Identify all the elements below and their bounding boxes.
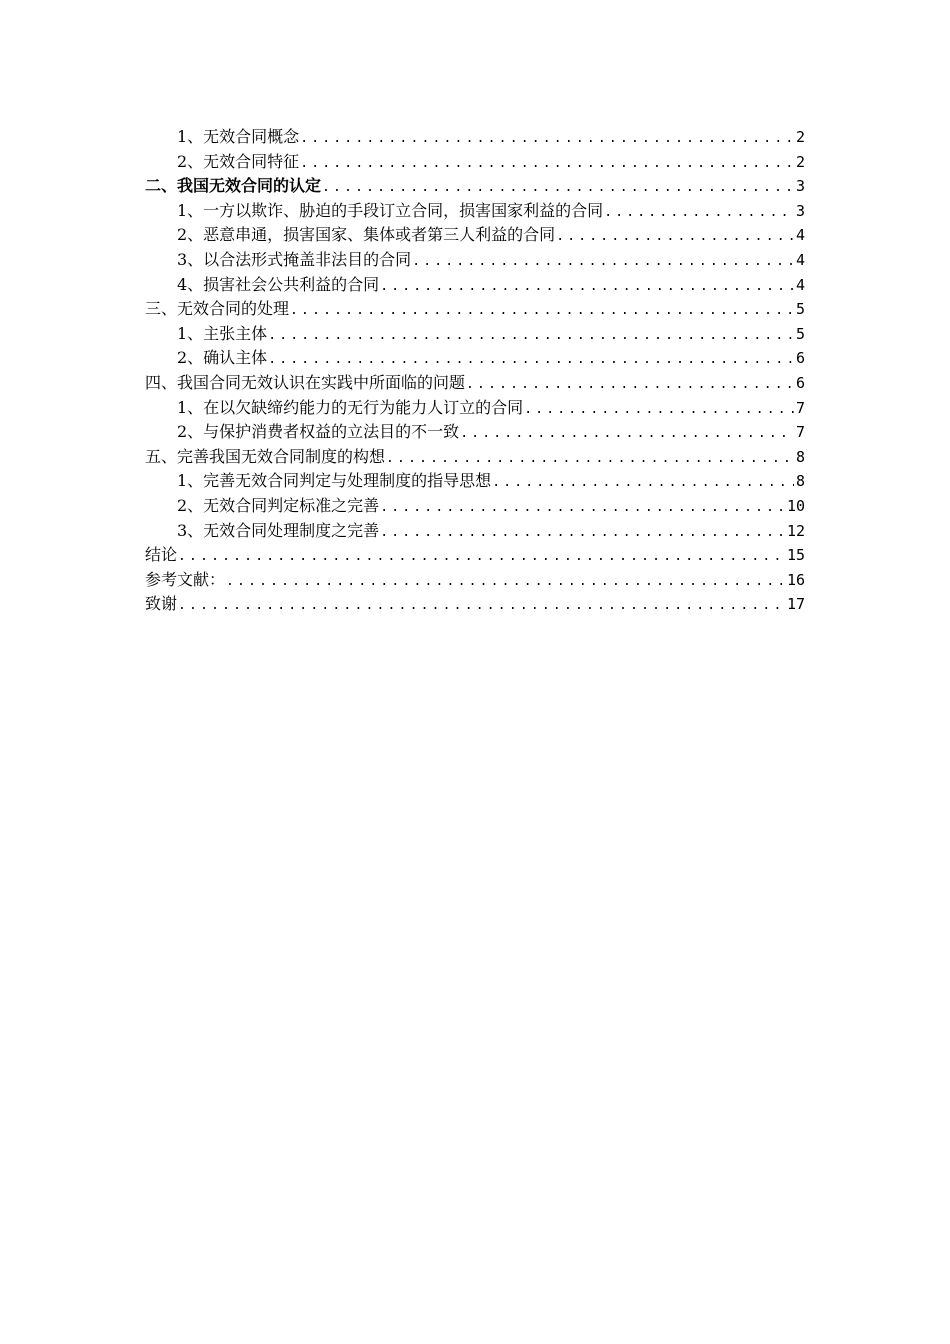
- toc-dot-leader: [556, 225, 794, 248]
- toc-entry-title: 1、一方以欺诈、胁迫的手段订立合同，损害国家利益的合同: [177, 200, 604, 220]
- toc-entry-page: 3: [795, 201, 805, 220]
- toc-entry[interactable]: [145, 322, 805, 347]
- toc-dot-leader: [492, 471, 794, 494]
- toc-entry-title: 3、无效合同处理制度之完善: [177, 520, 380, 540]
- toc-entry-page: 10: [786, 496, 805, 515]
- toc-dot-leader: [268, 324, 794, 347]
- toc-entry-page: 7: [795, 398, 805, 417]
- toc-entry[interactable]: [145, 568, 805, 593]
- toc-entry[interactable]: [145, 199, 805, 224]
- toc-entry-title: 2、无效合同特征: [177, 151, 300, 171]
- toc-dot-leader: [290, 299, 794, 322]
- toc-entry[interactable]: [145, 273, 805, 298]
- toc-entry[interactable]: [145, 371, 805, 396]
- toc-entry-title: 2、恶意串通，损害国家、集体或者第三人利益的合同: [177, 225, 556, 245]
- toc-dot-leader: [300, 152, 794, 175]
- toc-entry-title: 1、无效合同概念: [177, 127, 300, 146]
- toc-entry-title: 2、无效合同判定标准之完善: [177, 495, 380, 515]
- toc-entry[interactable]: [145, 248, 805, 273]
- toc-entry[interactable]: [145, 519, 805, 544]
- toc-entry-page: 5: [795, 300, 805, 319]
- toc-entry-title: 2、与保护消费者权益的立法目的不一致: [177, 422, 460, 442]
- toc-entry-page: 6: [795, 349, 805, 368]
- toc-entry-page: 8: [795, 447, 805, 466]
- toc-entry[interactable]: [145, 223, 805, 248]
- toc-entry[interactable]: [145, 494, 805, 519]
- table-of-contents: [145, 125, 805, 617]
- toc-dot-leader: [386, 447, 794, 470]
- toc-dot-leader: [178, 594, 785, 617]
- toc-entry-title: 致谢: [145, 594, 178, 614]
- toc-entry[interactable]: [145, 543, 805, 568]
- toc-entry-page: 8: [795, 472, 805, 491]
- toc-dot-leader: [380, 521, 785, 544]
- toc-entry[interactable]: [145, 420, 805, 445]
- toc-entry-page: 3: [795, 177, 805, 196]
- toc-entry-title: 三、无效合同的处理: [145, 299, 290, 319]
- toc-entry-title: 参考文献：: [145, 569, 226, 589]
- toc-entry-page: 7: [795, 423, 805, 442]
- toc-entry[interactable]: [145, 396, 805, 421]
- toc-entry-title: 五、完善我国无效合同制度的构想: [145, 446, 386, 466]
- toc-dot-leader: [604, 201, 794, 224]
- toc-entry-title: 2、确认主体: [177, 348, 268, 368]
- toc-entry-page: 4: [795, 226, 805, 245]
- toc-entry[interactable]: [145, 445, 805, 470]
- toc-entry-page: 4: [795, 250, 805, 269]
- toc-entry-page: 17: [786, 595, 805, 614]
- toc-dot-leader: [300, 127, 794, 150]
- toc-dot-leader: [226, 570, 785, 593]
- toc-dot-leader: [460, 422, 794, 445]
- toc-dot-leader: [466, 373, 794, 396]
- toc-entry-title: 1、主张主体: [177, 323, 268, 343]
- toc-entry-page: 2: [795, 152, 805, 171]
- toc-entry-page: 12: [786, 521, 805, 540]
- toc-entry[interactable]: [145, 469, 805, 494]
- toc-dot-leader: [268, 348, 794, 371]
- toc-entry[interactable]: [145, 297, 805, 322]
- toc-entry[interactable]: [145, 125, 805, 150]
- toc-dot-leader: [178, 545, 785, 568]
- toc-entry[interactable]: [145, 150, 805, 175]
- toc-entry-page: 2: [795, 128, 805, 146]
- toc-entry-title: 4、损害社会公共利益的合同: [177, 274, 380, 294]
- toc-dot-leader: [412, 250, 794, 273]
- toc-entry[interactable]: [145, 346, 805, 371]
- toc-entry-title: 四、我国合同无效认识在实践中所面临的问题: [145, 372, 466, 392]
- toc-entry-title: 1、完善无效合同判定与处理制度的指导思想: [177, 471, 492, 491]
- toc-dot-leader: [524, 398, 794, 421]
- toc-entry-title: 1、在以欠缺缔约能力的无行为能力人订立的合同: [177, 397, 524, 417]
- toc-dot-leader: [322, 176, 794, 199]
- toc-entry[interactable]: [145, 592, 805, 617]
- toc-entry-title: 3、以合法形式掩盖非法目的合同: [177, 249, 412, 269]
- toc-entry[interactable]: [145, 174, 805, 199]
- toc-entry-page: 16: [786, 570, 805, 589]
- toc-entry-page: 5: [795, 324, 805, 343]
- toc-entry-title: 二、我国无效合同的认定: [145, 176, 322, 196]
- toc-entry-page: 6: [795, 373, 805, 392]
- toc-entry-title: 结论: [145, 545, 178, 565]
- toc-dot-leader: [380, 496, 785, 519]
- toc-entry-page: 4: [795, 275, 805, 294]
- toc-entry-page: 15: [786, 546, 805, 565]
- toc-dot-leader: [380, 275, 794, 298]
